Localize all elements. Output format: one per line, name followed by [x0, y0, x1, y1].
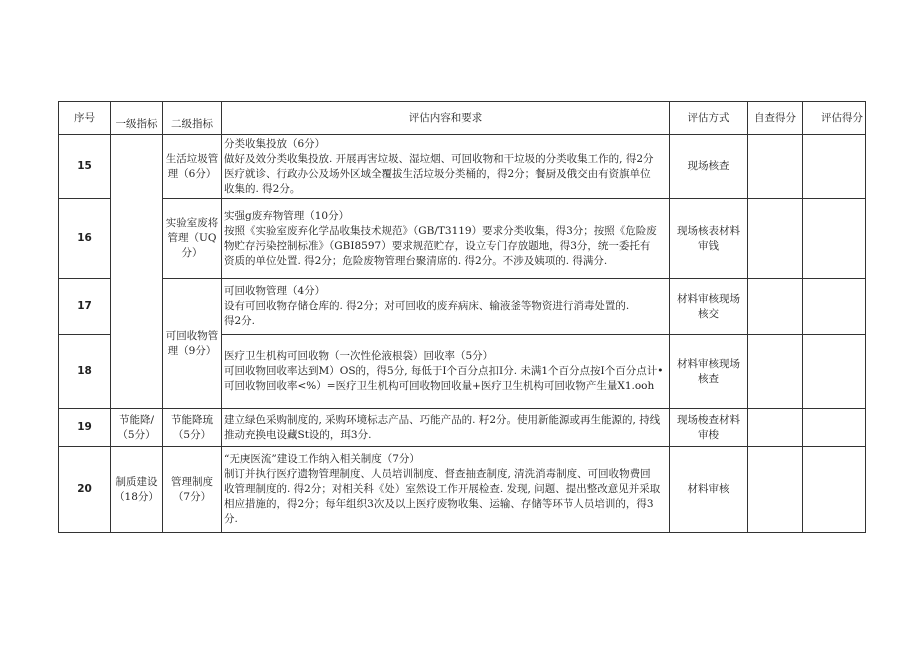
- level1-cell: [111, 135, 163, 409]
- self-score-cell: [748, 135, 803, 199]
- row-number: 16: [59, 199, 111, 279]
- method-cell: 材料审核: [670, 447, 748, 533]
- self-score-cell: [748, 447, 803, 533]
- self-score-cell: [748, 335, 803, 409]
- content-line: 建立绿色采购制度的, 采购环境标志产品、巧能产品的. 籽2分。使用新能源或再生能源的, 持线: [224, 413, 661, 426]
- header-method: 评估方式: [670, 102, 748, 135]
- content-line: “无庚医流”建设工作纳入相关制度（7分）: [224, 453, 420, 465]
- self-score-cell: [748, 199, 803, 279]
- evaluation-table: [58, 101, 866, 533]
- table-row: [59, 279, 866, 335]
- level1-cell: 节能降/（5分）: [111, 409, 163, 447]
- method-cell: 材料审核现场核交: [670, 279, 748, 335]
- content-line: 收管理制度的. 得2分；对相关科《处）室然设工作开展检查. 发现, 问题、提出整改意见并采取: [224, 483, 661, 495]
- content-cell: [222, 199, 670, 279]
- content-line: 资质的单位处置. 得2分；危险废物管理台聚清席的. 得2分。不涉及姨项的. 得满分.: [224, 254, 608, 267]
- row-number: 15: [59, 135, 111, 199]
- level2-cell: 可回收物管理（9分）: [163, 279, 222, 409]
- table-row: [59, 447, 866, 533]
- level2-cell: 节能降琉（5分）: [163, 409, 222, 447]
- eval-score-cell: [803, 335, 866, 409]
- level1-cell: 制质建设（18分）: [111, 447, 163, 533]
- table-row: [59, 135, 866, 199]
- content-cell: [222, 447, 670, 533]
- eval-score-cell: [803, 447, 866, 533]
- content-line: 物贮存污染控制标准》（GBI8597）要求规范贮存，设立专门存放题地，得3分，统一委托有: [224, 239, 651, 252]
- method-cell: 材料审核现场核查: [670, 335, 748, 409]
- row-number: 19: [59, 409, 111, 447]
- content-line: 做好及效分类收集投放. 开展再害垃圾、湿垃烟、可回收物和干垃圾的分类收集工作的, 得2分: [224, 152, 654, 165]
- self-score-cell: [748, 409, 803, 447]
- header-content: 评估内容和要求: [222, 102, 670, 135]
- content-line: 分类收集投放（6分）: [224, 137, 326, 150]
- content-line: 分.: [224, 513, 238, 525]
- header-self-score: 自查得分: [748, 102, 803, 135]
- header-level2: 二级指标: [163, 102, 222, 135]
- header-level1: 一级指标: [111, 102, 163, 135]
- eval-score-cell: [803, 409, 866, 447]
- content-line: 可回收物回收率达到M）OS的，得5分, 每低于I个百分点扣I分. 未满1个百分点按I个百分点计•: [224, 365, 664, 377]
- eval-score-cell: [803, 279, 866, 335]
- content-line: 制订并执行医疗遗物管理制度、人员培训制度、督查抽查制度, 清洗消毒制度、可回收物费回: [224, 468, 651, 480]
- row-number: 18: [59, 335, 111, 409]
- content-line: 可回收物管理（4分）: [224, 285, 326, 297]
- table-row: [59, 199, 866, 279]
- content-line: 实强g废弃物管理（10分）: [224, 209, 350, 222]
- content-line: 收集的. 得2分。: [224, 182, 301, 195]
- level2-cell: 生活垃圾管理（6分）: [163, 135, 222, 199]
- content-line: 按照《实验室废弃化学品收集技术规范》（GB/T3119）要求分类收集，得3分；按照《危险废: [224, 224, 657, 237]
- content-cell: [222, 335, 670, 409]
- header-row: [59, 102, 866, 135]
- level2-cell: 管理制度（7分）: [163, 447, 222, 533]
- content-line: 医疗卫生机构可回收物（一次性伦液根袋）回收率（5分）: [224, 350, 494, 362]
- method-cell: 现场核查: [670, 135, 748, 199]
- content-line: 设有可回收物存储仓库的. 得2分；对可回收的废弃病床、输液釜等物资进行消毒处置的.: [224, 300, 630, 312]
- header-eval-score: 评估得分: [803, 102, 866, 135]
- content-line: 医疗就诊、行政办公及场外区域全覆拔生活垃圾分类桶的，得2分；餐厨及俄交由有资旗单位: [224, 167, 651, 180]
- content-line: 得2分.: [224, 315, 256, 327]
- content-line: 推动充换电设藏St设的，珥3分.: [224, 428, 372, 441]
- row-number: 17: [59, 279, 111, 335]
- row-number: 20: [59, 447, 111, 533]
- content-cell: [222, 279, 670, 335]
- level2-cell: 实验室废将管理（UQ分）: [163, 199, 222, 279]
- content-line: 可回收物回收率<%）=医疗卫生机构可回收物回收量+医疗卫生机构可回收物产生量X1.ooh: [224, 380, 655, 392]
- eval-score-cell: [803, 199, 866, 279]
- self-score-cell: [748, 279, 803, 335]
- eval-score-cell: [803, 135, 866, 199]
- content-cell: [222, 135, 670, 199]
- content-line: 相应措施的，得2分；每年组织3次及以上医疗废物收集、运输、存储等环节人员培训的，得3: [224, 498, 654, 510]
- table-row: [59, 409, 866, 447]
- content-cell: [222, 409, 670, 447]
- header-seq: 序号: [59, 102, 111, 135]
- method-cell: 现场梭查材料审梭: [670, 409, 748, 447]
- method-cell: 现场核表材料审钱: [670, 199, 748, 279]
